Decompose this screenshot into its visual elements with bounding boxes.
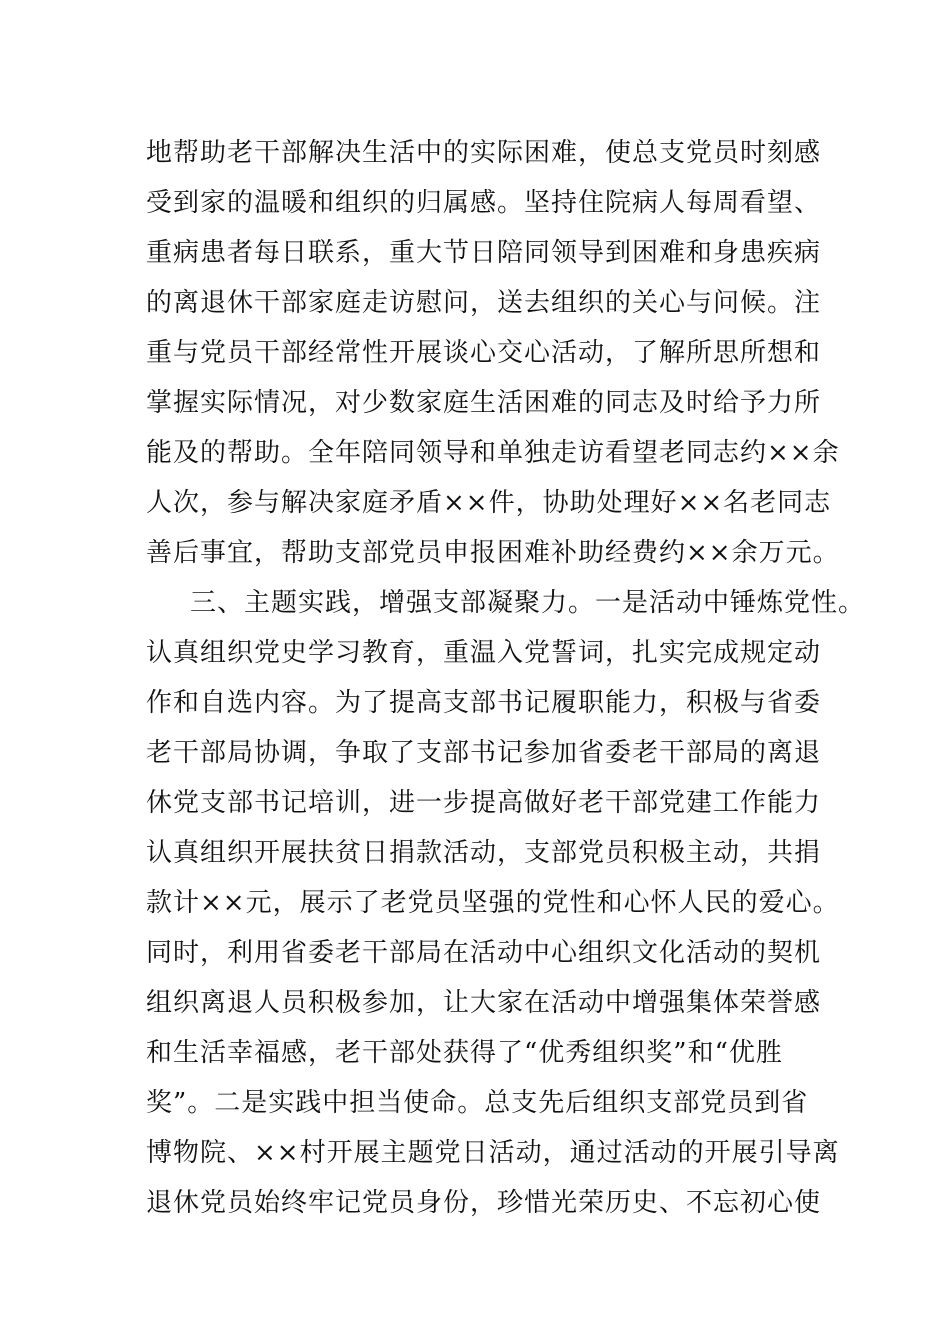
text-line: 退休党员始终牢记党员身份，珍惜光荣历史、不忘初心使 (146, 1188, 822, 1218)
text-line: 休党支部书记培训，进一步提高做好老干部党建工作能力 (146, 788, 822, 818)
text-line: 重与党员干部经常性开展谈心交心活动，了解所思所想和 (146, 338, 822, 368)
text-line: 认真组织开展扶贫日捐款活动，支部党员积极主动，共捐 (146, 838, 822, 868)
text-line: 博物院、××村开展主题党日活动，通过活动的开展引导离 (146, 1138, 840, 1168)
text-line: 重病患者每日联系，重大节日陪同领导到困难和身患疾病 (146, 238, 822, 268)
text-line: 受到家的温暖和组织的归属感。坚持住院病人每周看望、 (146, 188, 822, 218)
text-line: 善后事宜，帮助支部党员申报困难补助经费约××余万元。 (146, 538, 840, 568)
section-heading-line: 三、主题实践，增强支部凝聚力。一是活动中锤炼党性。 (190, 588, 866, 618)
text-line: 老干部局协调，争取了支部书记参加省委老干部局的离退 (146, 738, 822, 768)
text-line: 和生活幸福感，老干部处获得了“优秀组织奖”和“优胜 (146, 1038, 783, 1068)
text-line: 款计××元，展示了老党员坚强的党性和心怀人民的爱心。 (146, 888, 840, 918)
text-line: 组织离退人员积极参加，让大家在活动中增强集体荣誉感 (146, 988, 822, 1018)
text-line: 掌握实际情况，对少数家庭生活困难的同志及时给予力所 (146, 388, 822, 418)
text-line: 的离退休干部家庭走访慰问，送去组织的关心与问候。注 (146, 288, 822, 318)
text-line: 地帮助老干部解决生活中的实际困难，使总支党员时刻感 (146, 138, 822, 168)
text-line: 能及的帮助。全年陪同领导和单独走访看望老同志约××余 (146, 438, 840, 468)
text-line: 同时，利用省委老干部局在活动中心组织文化活动的契机 (146, 938, 822, 968)
text-line: 奖”。二是实践中担当使命。总支先后组织支部党员到省 (146, 1088, 809, 1118)
text-line: 认真组织党史学习教育，重温入党誓词，扎实完成规定动 (146, 638, 822, 668)
text-line: 作和自选内容。为了提高支部书记履职能力，积极与省委 (146, 688, 822, 718)
body-text (146, 128, 866, 1228)
text-line: 人次，参与解决家庭矛盾××件，协助处理好××名老同志 (146, 488, 832, 518)
